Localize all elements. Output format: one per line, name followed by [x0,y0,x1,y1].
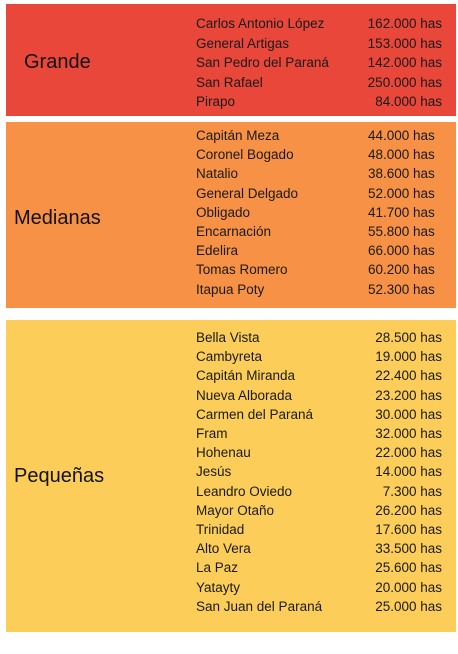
district-row [196,462,442,481]
district-row [196,520,442,539]
district-area: 153.000 has [367,35,442,51]
district-row [196,578,442,597]
district-area: 32.000 has [375,426,442,442]
district-name: Trinidad [196,522,245,538]
district-name: Mayor Otaño [196,502,275,518]
district-area: 41.700 has [368,204,435,220]
district-row [196,539,442,558]
district-name: Fram [196,426,228,442]
category-label-medianas: Medianas [14,207,101,229]
district-name: Hohenau [196,445,251,461]
district-area: 250.000 has [367,74,442,90]
district-name: Alto Vera [196,541,251,557]
district-row [196,260,442,279]
district-area: 25.600 has [375,560,442,576]
district-list-pequenas [196,328,442,616]
district-area: 23.200 has [375,387,442,403]
district-name: Cambyreta [196,349,263,365]
district-row [196,34,442,54]
district-name: Edelira [196,243,239,259]
district-row [196,366,442,385]
district-name: Pirapo [196,94,236,109]
district-area: 7.300 has [382,483,442,499]
district-list-medianas [196,126,442,299]
district-row [196,558,442,577]
district-area: 48.000 has [368,147,435,163]
district-name: San Juan del Paraná [196,598,323,614]
district-area: 55.800 has [368,224,435,240]
district-row [196,14,442,34]
district-area: 33.500 has [375,541,442,557]
district-name: Nueva Alborada [196,387,293,403]
district-name: Capitán Miranda [196,368,296,384]
district-row [196,280,442,299]
district-row [196,53,442,73]
district-area: 26.200 has [375,502,442,518]
district-area: 52.300 has [368,281,435,297]
district-name: Natalio [196,166,239,182]
panel-pequenas [6,320,456,632]
district-area: 84.000 has [375,94,442,109]
district-area: 38.600 has [368,166,435,182]
district-row [196,164,442,183]
district-area: 20.000 has [375,579,442,595]
category-label-grande: Grande [24,51,91,73]
district-row [196,424,442,443]
district-area: 17.600 has [375,522,442,538]
district-name: Yatayty [196,579,241,595]
district-area: 66.000 has [368,243,435,259]
district-row [196,92,442,112]
district-row [196,386,442,405]
district-name: General Delgado [196,185,299,201]
district-row [196,328,442,347]
district-name: Tomas Romero [196,262,288,278]
panel-medianas [6,122,456,308]
district-row [196,482,442,501]
district-row [196,443,442,462]
panel-grande [6,4,456,116]
district-name: General Artigas [196,35,290,51]
district-area: 52.000 has [368,185,435,201]
district-area: 19.000 has [375,349,442,365]
category-label-pequenas: Pequeñas [14,465,105,487]
district-name: Capitán Meza [196,128,280,143]
district-name: Coronel Bogado [196,147,294,163]
district-name: Carmen del Paraná [196,406,314,422]
district-row [196,241,442,260]
district-name: San Pedro del Paraná [196,55,329,70]
district-row [196,501,442,520]
district-area: 162.000 has [367,16,442,31]
district-area: 60.200 has [368,262,435,278]
district-area: 25.000 has [375,598,442,614]
district-name: Encarnación [196,224,272,240]
district-area: 142.000 has [367,55,442,70]
district-row [196,405,442,424]
district-row [196,73,442,93]
district-row [196,203,442,222]
district-name: Leandro Oviedo [196,483,293,499]
district-name: Carlos Antonio López [196,16,325,31]
district-area: 22.000 has [375,445,442,461]
district-name: La Paz [196,560,239,576]
district-list-grande [196,14,442,112]
district-name: Bella Vista [196,330,260,345]
district-area: 30.000 has [375,406,442,422]
district-area: 28.500 has [375,330,442,345]
district-row [196,145,442,164]
district-row [196,184,442,203]
district-area: 44.000 has [368,128,435,143]
district-area: 14.000 has [375,464,442,480]
district-name: Jesús [196,464,232,480]
district-name: San Rafael [196,74,263,90]
district-row [196,597,442,616]
district-row [196,347,442,366]
district-name: Obligado [196,204,251,220]
district-row [196,126,442,145]
district-name: Itapua Poty [196,281,265,297]
district-area: 22.400 has [375,368,442,384]
district-row [196,222,442,241]
